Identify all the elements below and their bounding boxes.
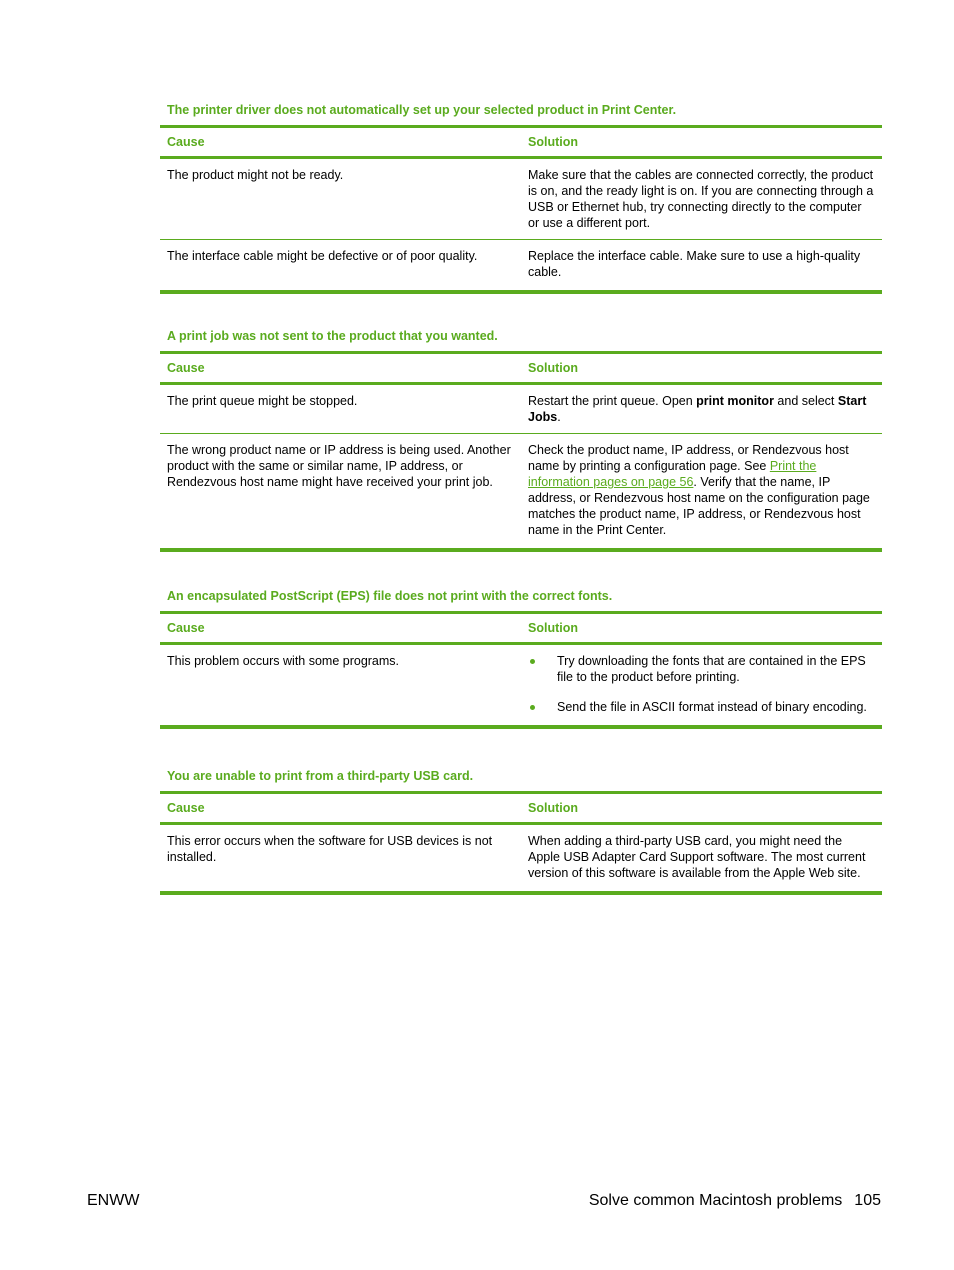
list-item [528,699,875,715]
table-row [160,384,882,434]
solution-text: Restart the print queue. Open [528,394,697,408]
table-bottom-rule [160,548,882,552]
section-title: You are unable to print from a third-party USB card. [167,769,474,783]
section-title: The printer driver does not automatically set up your selected product in Print Center. [167,103,677,117]
solution-header: Solution [521,613,882,644]
cause-solution-table [160,125,882,290]
bullet-icon [530,659,535,664]
table-row [160,824,882,892]
section-title: A print job was not sent to the product that you wanted. [167,329,498,343]
table-bottom-rule [160,725,882,729]
section-usb-card [160,768,882,895]
solution-cell: When adding a third-party USB card, you might need the Apple USB Adapter Card Support software. The most current version of this software is available from the Apple Web site. [528,834,866,880]
footer-edition: ENWW [87,1192,140,1209]
cause-cell: The print queue might be stopped. [167,394,358,408]
bullet-text: Try downloading the fonts that are contained in the EPS file to the product before printing. [557,654,866,684]
list-item [528,653,875,685]
solution-text: and select [773,394,838,408]
solution-cell [521,644,882,726]
information-pages-link[interactable]: Print the information pages on page 56 [528,459,817,489]
solution-text: . Verify that the name, IP address, or Rendezvous host name on the configuration page matches the product name, IP address, or Rendezvous host name in the Print Center. [528,475,870,537]
cause-cell: The product might not be ready. [167,168,344,182]
page-number: 105 [854,1192,881,1209]
cause-header: Cause [160,353,521,384]
solution-cell [521,434,882,549]
section-wrong-product [160,328,882,552]
cause-header: Cause [160,127,521,158]
solution-text: Check the product name, IP address, or Rendezvous host name by printing a configuration page. See [528,443,849,473]
solution-header: Solution [521,793,882,824]
table-row [160,240,882,291]
table-row [160,434,882,549]
solution-header: Solution [521,127,882,158]
table-row [160,158,882,240]
table-row [160,644,882,726]
footer-page-info [589,1192,881,1210]
solution-cell [521,384,882,434]
print-monitor-term: print monitor [696,394,774,408]
bullet-text: Send the file in ASCII format instead of binary encoding. [557,700,867,714]
cause-solution-table [160,351,882,548]
cause-cell: The interface cable might be defective or of poor quality. [160,240,521,291]
solution-header: Solution [521,353,882,384]
table-bottom-rule [160,290,882,294]
solution-text: . [557,410,561,424]
table-bottom-rule [160,891,882,895]
cause-header: Cause [160,613,521,644]
cause-cell: This problem occurs with some programs. [167,654,400,668]
cause-cell: The wrong product name or IP address is being used. Another product with the same or similar name, IP address, or Rendezvous host name might have received your print job. [160,434,521,549]
cause-cell: This error occurs when the software for USB devices is not installed. [167,834,493,864]
cause-solution-table [160,791,882,891]
footer-section-title: Solve common Macintosh problems [588,1192,843,1209]
bullet-icon [530,705,535,710]
cause-solution-table [160,611,882,725]
cause-header: Cause [160,793,521,824]
solution-cell: Replace the interface cable. Make sure to use a high-quality cable. [521,240,882,291]
section-eps-fonts [160,588,882,729]
section-title: An encapsulated PostScript (EPS) file does not print with the correct fonts. [167,589,613,603]
solution-cell: Make sure that the cables are connected correctly, the product is on, and the ready light is on. If you are connecting through a USB or Ethernet hub, try connecting directly to the computer or use a different port. [528,168,874,230]
section-driver-setup [160,102,882,294]
solution-bullet-list [528,653,875,715]
start-jobs-term: Start Jobs [528,394,867,424]
